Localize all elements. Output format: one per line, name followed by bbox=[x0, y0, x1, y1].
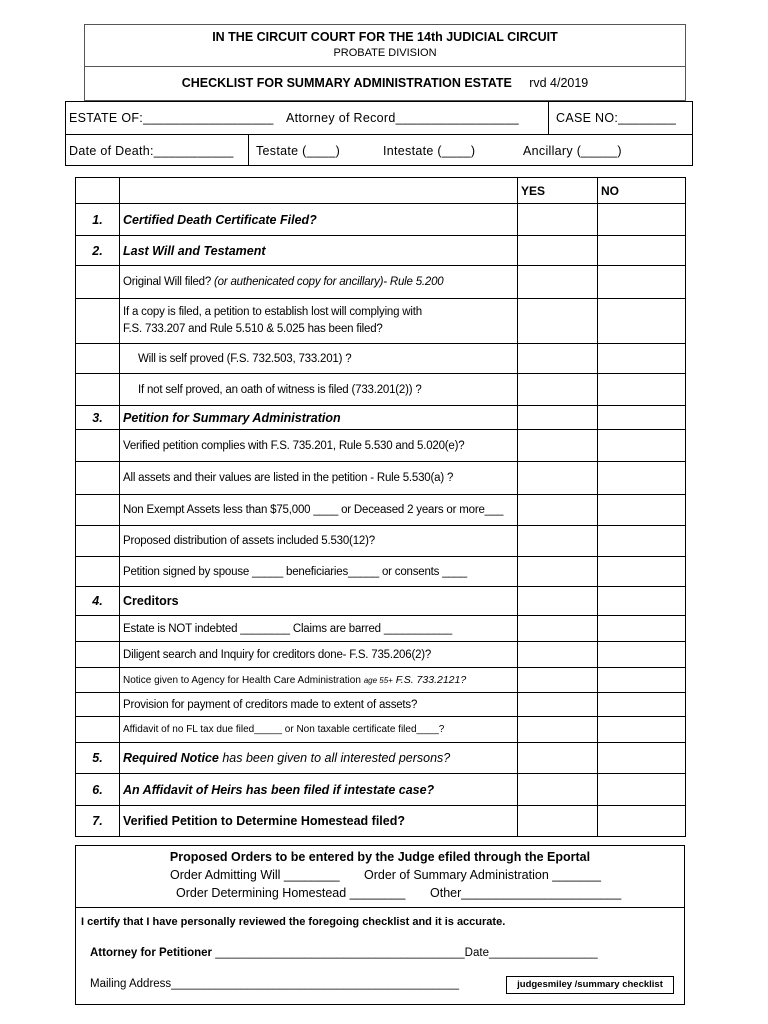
yes-cell[interactable] bbox=[518, 557, 598, 587]
item-text bbox=[120, 299, 518, 344]
yes-cell[interactable] bbox=[518, 774, 598, 806]
no-cell[interactable] bbox=[598, 616, 686, 642]
table-header-row bbox=[76, 178, 686, 204]
item-text: Petition signed by spouse _____ beneficiaries_____ or consents ____ bbox=[120, 557, 518, 587]
yes-cell[interactable] bbox=[518, 266, 598, 299]
order-determining-homestead[interactable]: Order Determining Homestead ________ bbox=[176, 886, 406, 900]
item-text-line-1: If a copy is filed, a petition to establish lost will complying with bbox=[123, 306, 422, 318]
order-summary-administration[interactable]: Order of Summary Administration _______ bbox=[364, 868, 601, 882]
table-row bbox=[76, 374, 686, 406]
item-number bbox=[76, 526, 120, 557]
no-cell[interactable] bbox=[598, 374, 686, 406]
item-number bbox=[76, 616, 120, 642]
item-number: 6. bbox=[76, 774, 120, 806]
no-cell[interactable] bbox=[598, 406, 686, 430]
ancillary-field[interactable]: Ancillary (_____) bbox=[523, 144, 622, 158]
table-row bbox=[76, 774, 686, 806]
estate-divider-1 bbox=[548, 102, 549, 134]
orders-divider bbox=[76, 907, 684, 908]
item-number bbox=[76, 668, 120, 693]
item-text: Will is self proved (F.S. 732.503, 733.201) ? bbox=[120, 344, 518, 374]
item-number: 4. bbox=[76, 587, 120, 616]
table-row bbox=[76, 642, 686, 668]
item-text: Diligent search and Inquiry for creditors done- F.S. 735.206(2)? bbox=[120, 642, 518, 668]
no-cell[interactable] bbox=[598, 430, 686, 462]
item-number bbox=[76, 642, 120, 668]
item-number bbox=[76, 495, 120, 526]
table-row bbox=[76, 806, 686, 837]
table-row bbox=[76, 616, 686, 642]
item-number bbox=[76, 462, 120, 495]
table-row bbox=[76, 204, 686, 236]
attorney-of-record-field[interactable]: Attorney of Record_________________ bbox=[286, 111, 519, 125]
item-text: If not self proved, an oath of witness is filed (733.201(2)) ? bbox=[120, 374, 518, 406]
no-cell[interactable] bbox=[598, 299, 686, 344]
no-cell[interactable] bbox=[598, 495, 686, 526]
attorney-label: Attorney for Petitioner bbox=[90, 947, 213, 959]
table-row bbox=[76, 587, 686, 616]
yes-cell[interactable] bbox=[518, 693, 598, 717]
case-no-field[interactable]: CASE NO:________ bbox=[556, 111, 677, 125]
date-of-death-field[interactable]: Date of Death:___________ bbox=[69, 144, 234, 158]
item-number bbox=[76, 717, 120, 743]
no-cell[interactable] bbox=[598, 806, 686, 837]
orders-certification-box bbox=[75, 845, 685, 1005]
item-text-main: Original Will filed? bbox=[123, 276, 215, 288]
attorney-date-line: _______________________________________Date_________________ bbox=[212, 947, 598, 959]
court-name: IN THE CIRCUIT COURT FOR THE 14th JUDICIAL CIRCUIT bbox=[212, 30, 558, 44]
yes-cell[interactable] bbox=[518, 806, 598, 837]
header-num-cell bbox=[76, 178, 120, 204]
checklist-table bbox=[75, 177, 686, 837]
yes-cell[interactable] bbox=[518, 204, 598, 236]
item-number bbox=[76, 693, 120, 717]
item-number bbox=[76, 374, 120, 406]
header-divider bbox=[85, 66, 685, 67]
item-text bbox=[120, 668, 518, 693]
estate-info-box bbox=[65, 101, 693, 166]
checklist-title bbox=[85, 76, 685, 90]
footer-tag: judgesmiley /summary checklist bbox=[506, 976, 674, 994]
yes-cell[interactable] bbox=[518, 743, 598, 774]
item-text-note: (or authenicated copy for ancillary)- Rule 5.200 bbox=[214, 276, 444, 288]
yes-cell[interactable] bbox=[518, 406, 598, 430]
no-column-header: NO bbox=[598, 178, 686, 204]
item-text: Verified petition complies with F.S. 735.201, Rule 5.530 and 5.020(e)? bbox=[120, 430, 518, 462]
no-cell[interactable] bbox=[598, 236, 686, 266]
no-cell[interactable] bbox=[598, 344, 686, 374]
table-row bbox=[76, 693, 686, 717]
no-cell[interactable] bbox=[598, 693, 686, 717]
no-cell[interactable] bbox=[598, 204, 686, 236]
testate-field[interactable]: Testate (____) bbox=[256, 144, 341, 158]
yes-cell[interactable] bbox=[518, 236, 598, 266]
item-text: Certified Death Certificate Filed? bbox=[120, 204, 518, 236]
no-cell[interactable] bbox=[598, 587, 686, 616]
item-text bbox=[120, 743, 518, 774]
yes-cell[interactable] bbox=[518, 299, 598, 344]
certification-statement: I certify that I have personally reviewed the foregoing checklist and it is accurate. bbox=[81, 916, 506, 928]
item-text: All assets and their values are listed in the petition - Rule 5.530(a) ? bbox=[120, 462, 518, 495]
yes-cell[interactable] bbox=[518, 495, 598, 526]
item-text: An Affidavit of Heirs has been filed if intestate case? bbox=[120, 774, 518, 806]
item-number: 1. bbox=[76, 204, 120, 236]
no-cell[interactable] bbox=[598, 462, 686, 495]
item-text-age: age 55+ bbox=[363, 676, 393, 685]
item-text-emphasis: Required Notice bbox=[123, 751, 219, 765]
item-number: 5. bbox=[76, 743, 120, 774]
table-row bbox=[76, 344, 686, 374]
item-text: Creditors bbox=[120, 587, 518, 616]
yes-column-header: YES bbox=[518, 178, 598, 204]
no-cell[interactable] bbox=[598, 668, 686, 693]
intestate-field[interactable]: Intestate (____) bbox=[383, 144, 476, 158]
item-text bbox=[120, 266, 518, 299]
division-name: PROBATE DIVISION bbox=[333, 47, 437, 59]
estate-of-field[interactable]: ESTATE OF:__________________ bbox=[69, 111, 274, 125]
table-row bbox=[76, 236, 686, 266]
table-row bbox=[76, 266, 686, 299]
item-number bbox=[76, 266, 120, 299]
item-text: Petition for Summary Administration bbox=[120, 406, 518, 430]
no-cell[interactable] bbox=[598, 642, 686, 668]
item-number bbox=[76, 344, 120, 374]
item-number: 2. bbox=[76, 236, 120, 266]
item-number: 7. bbox=[76, 806, 120, 837]
item-text-rest: has been given to all interested persons? bbox=[218, 751, 451, 765]
order-admitting-will[interactable]: Order Admitting Will ________ bbox=[170, 868, 340, 882]
revision-date: rvd 4/2019 bbox=[529, 76, 589, 90]
table-row bbox=[76, 717, 686, 743]
yes-cell[interactable] bbox=[518, 430, 598, 462]
no-cell[interactable] bbox=[598, 743, 686, 774]
yes-cell[interactable] bbox=[518, 374, 598, 406]
item-text: Last Will and Testament bbox=[120, 236, 518, 266]
no-cell[interactable] bbox=[598, 557, 686, 587]
item-number: 3. bbox=[76, 406, 120, 430]
item-number bbox=[76, 430, 120, 462]
order-other[interactable]: Other_______________________ bbox=[430, 886, 622, 900]
table-row bbox=[76, 299, 686, 344]
table-row bbox=[76, 495, 686, 526]
table-row bbox=[76, 526, 686, 557]
yes-cell[interactable] bbox=[518, 462, 598, 495]
item-text: Proposed distribution of assets included 5.530(12)? bbox=[120, 526, 518, 557]
no-cell[interactable] bbox=[598, 266, 686, 299]
yes-cell[interactable] bbox=[518, 668, 598, 693]
checklist-title-text: CHECKLIST FOR SUMMARY ADMINISTRATION ESTATE bbox=[181, 76, 512, 90]
item-text-main: Notice given to Agency for Health Care Administration bbox=[123, 675, 364, 686]
yes-cell[interactable] bbox=[518, 642, 598, 668]
table-row bbox=[76, 462, 686, 495]
header-item-cell bbox=[120, 178, 518, 204]
yes-cell[interactable] bbox=[518, 526, 598, 557]
table-row bbox=[76, 557, 686, 587]
yes-cell[interactable] bbox=[518, 587, 598, 616]
item-number bbox=[76, 557, 120, 587]
proposed-orders-title: Proposed Orders to be entered by the Judge efiled through the Eportal bbox=[169, 850, 591, 864]
mailing-address-line[interactable]: Mailing Address_____________________________________________ bbox=[90, 978, 459, 990]
table-row bbox=[76, 406, 686, 430]
item-text-line-2: F.S. 733.207 and Rule 5.510 & 5.025 has been filed? bbox=[123, 323, 383, 335]
court-header bbox=[84, 24, 686, 101]
item-number bbox=[76, 299, 120, 344]
item-text: Verified Petition to Determine Homestead filed? bbox=[120, 806, 518, 837]
yes-cell[interactable] bbox=[518, 717, 598, 743]
no-cell[interactable] bbox=[598, 717, 686, 743]
yes-cell[interactable] bbox=[518, 344, 598, 374]
item-text-statute: F.S. 733.2121? bbox=[392, 674, 467, 686]
item-text: Estate is NOT indebted ________ Claims are barred ___________ bbox=[120, 616, 518, 642]
table-row bbox=[76, 668, 686, 693]
item-text: Provision for payment of creditors made to extent of assets? bbox=[120, 693, 518, 717]
no-cell[interactable] bbox=[598, 526, 686, 557]
estate-divider-2 bbox=[248, 134, 249, 166]
table-row bbox=[76, 430, 686, 462]
yes-cell[interactable] bbox=[518, 616, 598, 642]
table-row bbox=[76, 743, 686, 774]
item-text: Non Exempt Assets less than $75,000 ____ or Deceased 2 years or more___ bbox=[120, 495, 518, 526]
item-text: Affidavit of no FL tax due filed_____ or Non taxable certificate filed____? bbox=[120, 717, 518, 743]
attorney-signature-line[interactable] bbox=[90, 947, 598, 959]
no-cell[interactable] bbox=[598, 774, 686, 806]
